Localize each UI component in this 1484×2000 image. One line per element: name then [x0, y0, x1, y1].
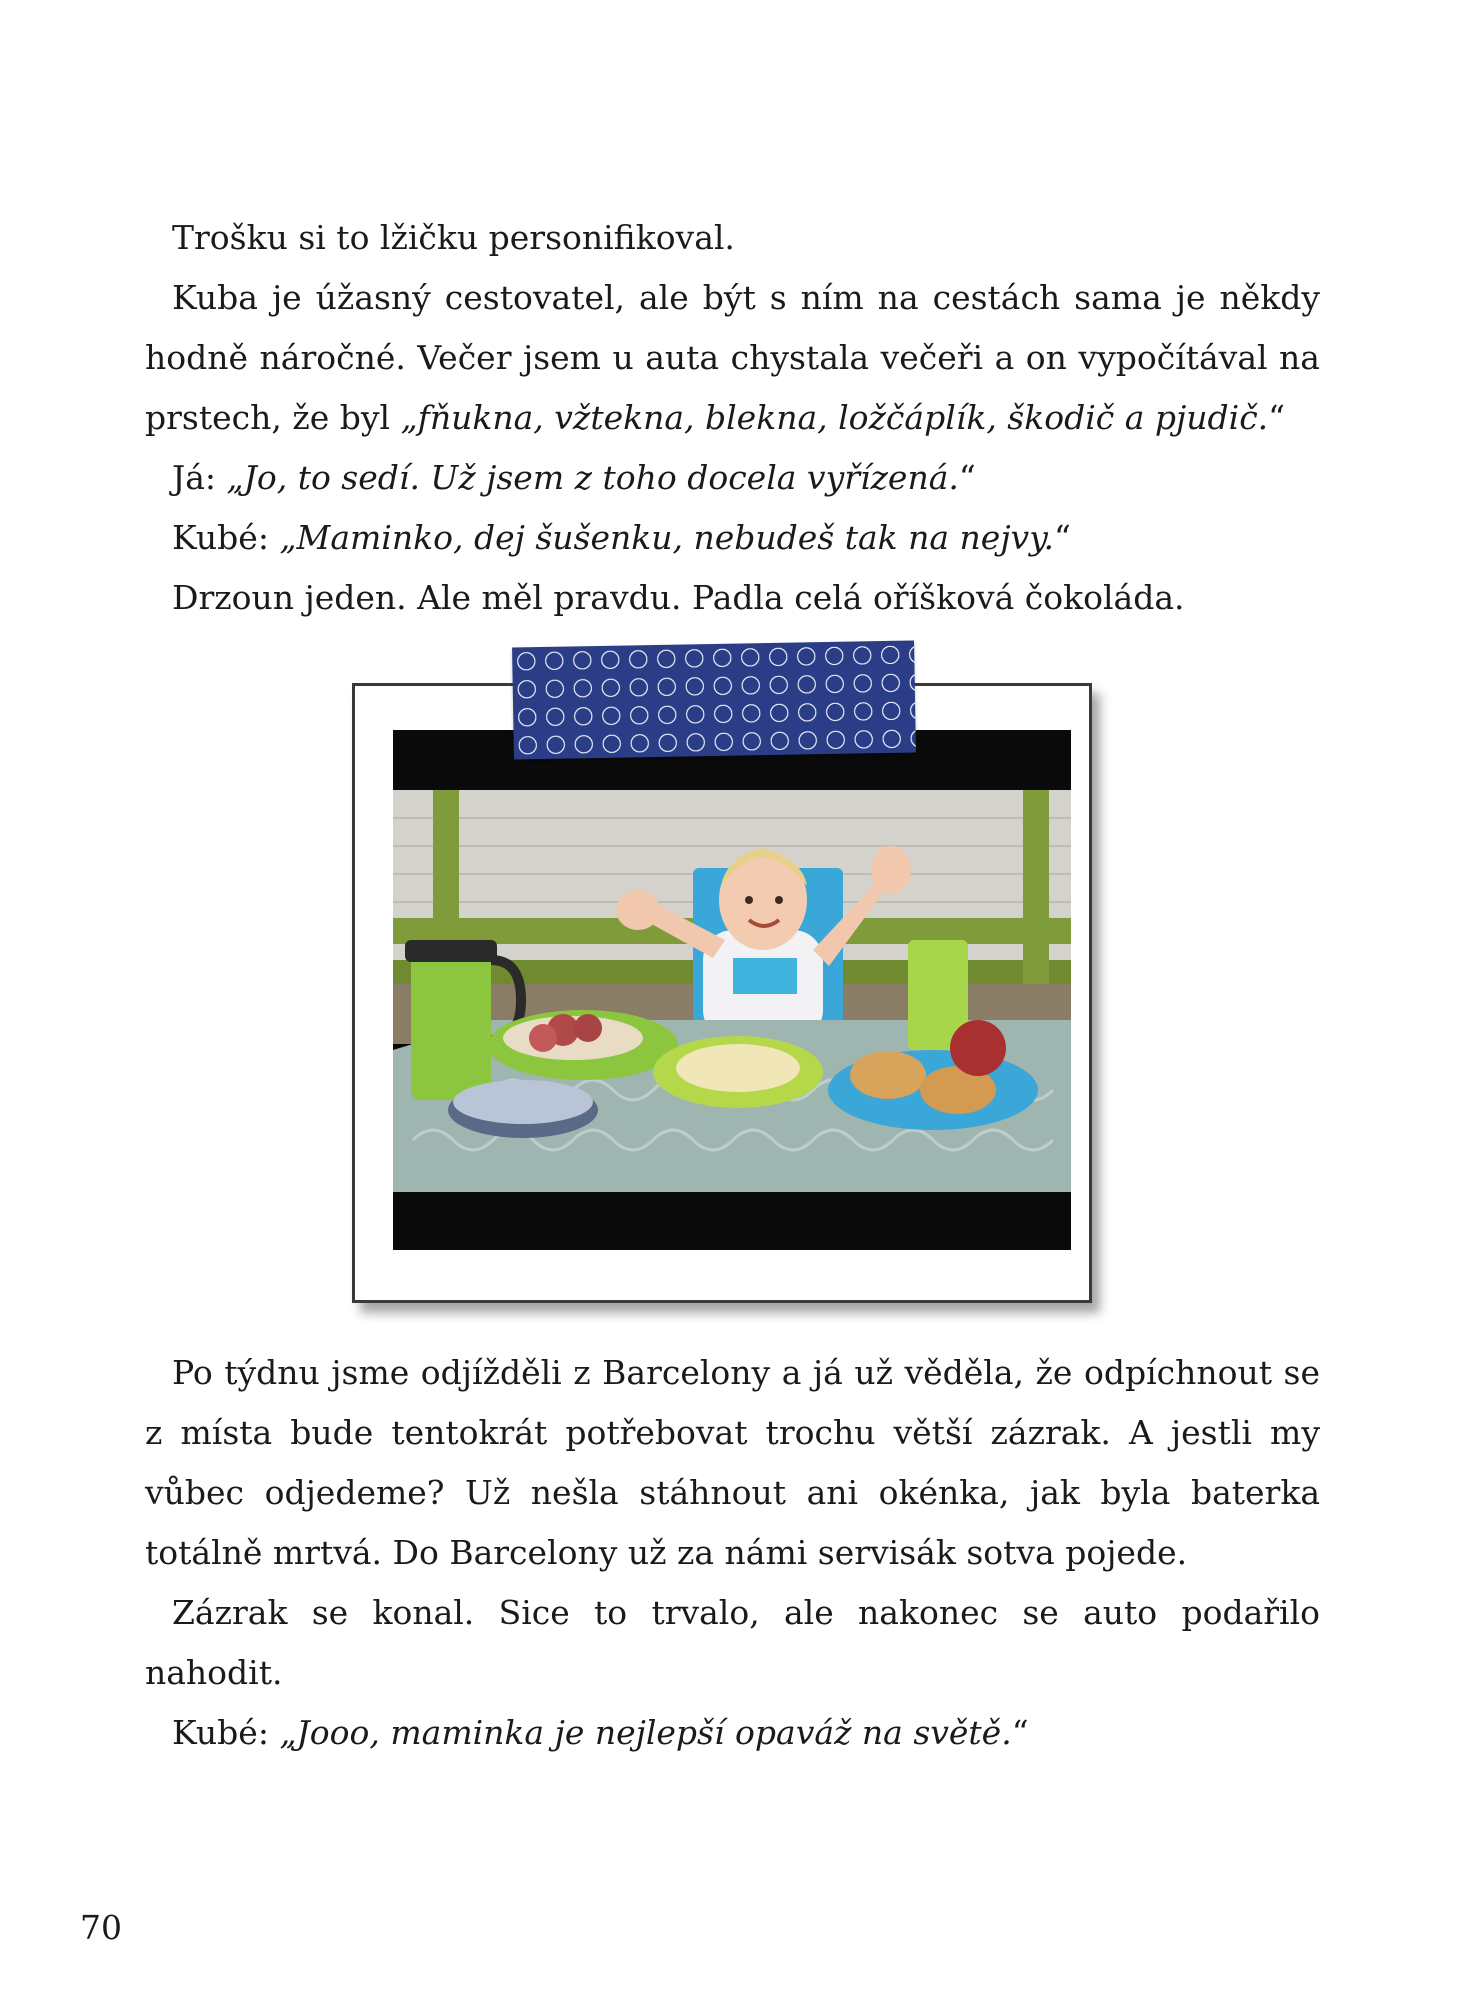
- page-number: 70: [80, 1908, 122, 1947]
- paragraph: [145, 1703, 1320, 1763]
- quote-text: „Jooo, maminka je nejlepší opaváž na světě.: [279, 1713, 1012, 1752]
- body-text: Po týdnu jsme odjížděli z Barcelony a já už věděla, že odpíchnout se z místa bude tentokrát potřebovat trochu větší zázrak. A jestli my vůbec odjedeme? Už nešla stáhnout ani okénka, jak byla baterka totálně mrtvá. Do Barcelony už za námi servisák sotva pojede.: [145, 1353, 1320, 1572]
- body-text: Kuba je úžasný cestovatel, ale být s ním na cestách sama je někdy hodně náročné. Večer jsem u auta chystala večeři a on vypočítával na prstech, že byl: [145, 278, 1320, 437]
- paragraph: [145, 1583, 1320, 1703]
- body-text: Kubé:: [172, 518, 280, 557]
- body-text: “: [1268, 398, 1286, 437]
- body-text: “: [1011, 1713, 1029, 1752]
- text-block-top: [145, 208, 1320, 628]
- photo-image: [393, 790, 1071, 1192]
- paragraph: [145, 508, 1320, 568]
- body-text: “: [958, 458, 976, 497]
- body-text: Zázrak se konal. Sice to trvalo, ale nakonec se auto podařilo nahodit.: [145, 1593, 1320, 1692]
- child-at-table-photo-icon: [393, 790, 1071, 1192]
- body-text: Trošku si to lžičku personifikoval.: [172, 218, 735, 257]
- paragraph: [145, 448, 1320, 508]
- paragraph: [145, 208, 1320, 268]
- body-text: Kubé:: [172, 1713, 280, 1752]
- quote-text: „Jo, to sedí. Už jsem z toho docela vyřízená.: [226, 458, 959, 497]
- polaroid-photo: [352, 683, 1100, 1323]
- body-text: Já:: [172, 458, 227, 497]
- text-block-bottom: [145, 1343, 1320, 1763]
- quote-text: „fňukna, vžtekna, blekna, ložčáplík, škodič a pjudič.: [400, 398, 1269, 437]
- paragraph: [145, 1343, 1320, 1583]
- photo-black-frame: [393, 730, 1071, 1250]
- body-text: Drzoun jeden. Ale měl pravdu. Padla celá oříšková čokoláda.: [172, 578, 1185, 617]
- paragraph: [145, 568, 1320, 628]
- washi-tape: [512, 641, 916, 760]
- body-text: “: [1053, 518, 1071, 557]
- paragraph: [145, 268, 1320, 448]
- quote-text: „Maminko, dej šušenku, nebudeš tak na nejvy.: [279, 518, 1054, 557]
- polaroid-frame: [352, 683, 1092, 1303]
